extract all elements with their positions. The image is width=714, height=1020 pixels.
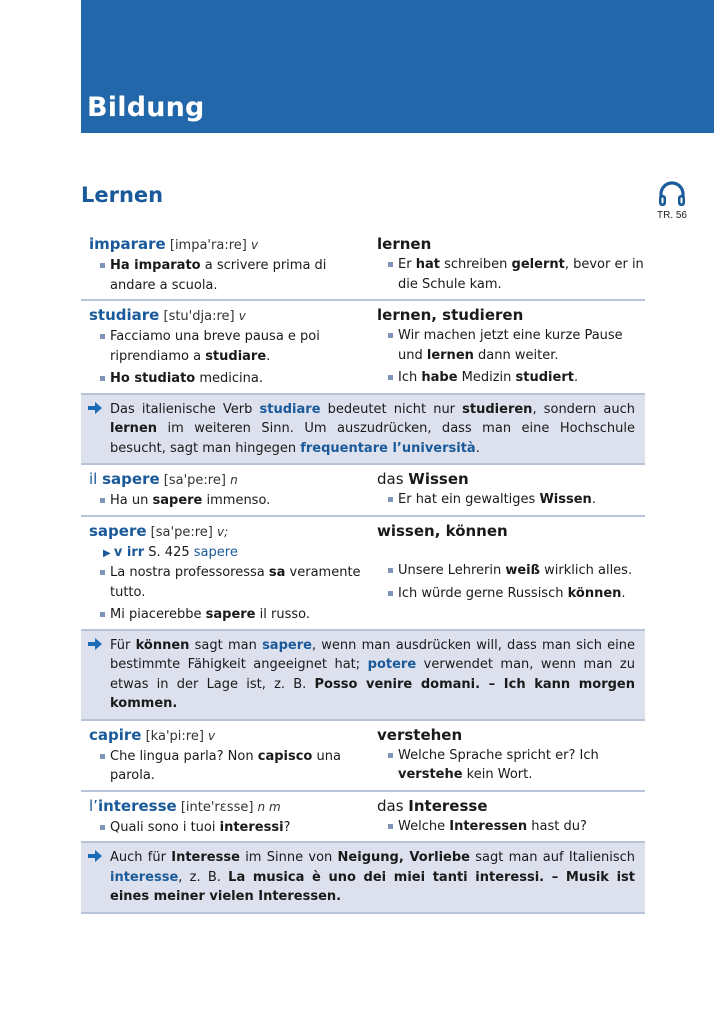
text: il russo. <box>255 607 310 622</box>
grammar-tag: v <box>250 238 259 252</box>
italian-column <box>81 234 368 295</box>
bold-term: interessi <box>219 819 284 835</box>
bold-term: gelernt <box>511 257 565 272</box>
italian-headword <box>89 725 368 747</box>
german-headword <box>377 521 645 542</box>
german-column <box>368 305 645 389</box>
text: sagt man auf Italienisch <box>469 850 635 865</box>
bold-term: Ho studiato <box>110 371 196 386</box>
text: bedeutet nicht nur <box>320 401 463 417</box>
translation: Interesse <box>408 796 488 815</box>
text: Welche Sprache spricht er? Ich <box>398 747 599 763</box>
german-example <box>377 584 645 604</box>
italian-example <box>89 327 368 366</box>
german-headword: das Wissen <box>377 470 469 488</box>
translation: verstehen <box>377 725 463 744</box>
german-column <box>368 469 645 511</box>
text: . <box>475 440 480 456</box>
section-title: Lernen <box>81 183 164 207</box>
text: una parola. <box>110 748 341 783</box>
translation: lernen <box>377 235 432 253</box>
arrow-right-icon <box>88 636 110 714</box>
grammar-tag: v <box>208 728 216 743</box>
bold-term: sa <box>268 565 286 580</box>
bold-term: Neigung, Vorliebe <box>337 850 470 865</box>
headphones-icon <box>657 180 687 208</box>
note-text <box>110 400 635 459</box>
vocabulary-list <box>81 230 645 914</box>
bold-term: verstehe <box>398 767 463 782</box>
headword: sapere <box>89 521 147 540</box>
text: Mi piacerebbe <box>110 607 206 622</box>
grammar-tag: n m <box>257 799 281 814</box>
grammar-tag: v; <box>216 524 229 539</box>
text: schreiben <box>439 257 512 272</box>
vocab-entry <box>81 230 645 301</box>
italian-column <box>81 305 368 389</box>
text: Auch für <box>110 850 172 865</box>
headword: sapere <box>102 470 160 488</box>
bold-term: hat <box>415 257 440 272</box>
bold-term: studieren <box>462 401 533 417</box>
headword: capire <box>89 725 142 744</box>
italian-headword <box>89 521 368 543</box>
text: Er <box>398 257 416 272</box>
italian-column <box>81 796 368 838</box>
italian-term: interesse <box>110 869 179 885</box>
ref-target: sapere <box>193 544 238 560</box>
bold-term: sapere <box>205 607 256 622</box>
arrow-right-icon <box>88 400 110 459</box>
ref-page: S. 425 <box>144 544 194 560</box>
italian-headword <box>89 796 368 818</box>
bold-term: habe <box>421 370 458 385</box>
text: Ich <box>398 370 422 385</box>
vocab-entry <box>81 792 645 844</box>
text: Che lingua parla? Non <box>110 748 258 764</box>
german-column <box>368 234 645 295</box>
text: , wenn man ausdrücken will, dass man sich eine bestimmte Fähigkeit angeeignet hat; <box>110 637 636 672</box>
bold-term: lernen <box>426 347 474 363</box>
german-headword <box>377 234 645 255</box>
bold-term: Posso venire domani. – Ich kann morgen kommen. <box>110 676 635 711</box>
text: hast du? <box>527 818 587 834</box>
text: ? <box>283 819 291 835</box>
headword: interesse <box>97 796 177 815</box>
article: l’ <box>89 796 98 815</box>
bold-term: weiß <box>505 563 540 578</box>
italian-term: potere <box>367 657 417 672</box>
text: Quali sono i tuoi <box>110 819 220 835</box>
chapter-title: Bildung <box>87 92 205 123</box>
italian-column <box>81 521 368 625</box>
text: Das italienische Verb <box>110 401 260 417</box>
text: verwendet man, wenn man zu etwas in der Lage ist, z. B. <box>110 657 635 692</box>
text: wirklich alles. <box>540 563 633 578</box>
italian-example <box>89 747 368 786</box>
text: Welche <box>398 818 450 834</box>
pronunciation: [stu'dja:re] <box>159 309 239 324</box>
translation: Wissen <box>408 470 469 488</box>
text: . <box>573 370 579 385</box>
pronunciation: [sa'pe:re] <box>159 473 231 488</box>
bold-term: Interessen <box>449 818 528 834</box>
vocab-entry <box>81 301 645 395</box>
headword: studiare <box>89 306 160 324</box>
note-text <box>110 848 635 907</box>
triangle-right-icon: ▶ <box>103 547 114 559</box>
translation: wissen, können <box>377 521 508 540</box>
text: . <box>591 492 596 507</box>
bold-term: Interesse <box>171 850 240 865</box>
german-headword <box>377 725 645 746</box>
text: a scrivere prima di andare a scuola. <box>110 258 327 293</box>
cross-reference[interactable] <box>89 543 368 564</box>
text: Ich würde gerne Russisch <box>398 585 568 601</box>
italian-term: frequentare l’università <box>300 440 476 456</box>
italian-example <box>89 256 368 295</box>
article: il <box>89 470 103 488</box>
italian-headword <box>89 305 368 327</box>
italian-term: sapere <box>262 637 312 653</box>
text: . <box>621 585 626 601</box>
arrow-right-icon <box>88 848 110 907</box>
vocab-entry <box>81 517 645 631</box>
pronunciation: [inte'rɛsse] <box>176 799 258 815</box>
spacer <box>377 542 645 562</box>
bold-term: capisco <box>257 748 313 764</box>
text: im weiteren Sinn. Um auszudrücken, dass man eine Hochschule besucht, sagt man hingegen <box>110 421 635 456</box>
text: im Sinne von <box>239 850 338 865</box>
text: Wir machen jetzt eine kurze Pause und <box>398 328 623 363</box>
text: . <box>266 348 271 364</box>
pronunciation: [ka'pi:re] <box>141 728 209 744</box>
usage-note <box>81 631 645 721</box>
german-example <box>377 368 645 388</box>
vocab-entry <box>81 465 645 517</box>
german-column <box>368 725 645 786</box>
german-example <box>377 817 645 837</box>
italian-example <box>89 605 368 625</box>
italian-headword <box>89 234 368 256</box>
text: , bevor er in die Schule kam. <box>398 257 644 292</box>
italian-column <box>81 469 368 511</box>
italian-term: studiare <box>259 401 321 417</box>
vocab-entry <box>81 721 645 792</box>
track-number: TR. 56 <box>656 210 687 221</box>
text: Medizin <box>457 370 516 385</box>
text: kein Wort. <box>462 767 533 782</box>
note-text <box>110 636 635 714</box>
translation: lernen, studieren <box>377 306 524 324</box>
ref-label: v irr <box>113 544 145 560</box>
german-column <box>368 796 645 838</box>
german-example <box>377 255 645 294</box>
text: Für <box>110 637 136 653</box>
text: La nostra professoressa <box>110 565 269 580</box>
text: dann weiter. <box>473 347 559 363</box>
german-headword <box>377 305 645 326</box>
text: Er hat ein gewaltiges <box>398 492 540 507</box>
grammar-tag: n <box>230 473 238 487</box>
german-example <box>377 561 645 581</box>
text: Unsere Lehrerin <box>398 563 506 578</box>
usage-note <box>81 395 645 466</box>
italian-example <box>89 491 368 511</box>
text: immenso. <box>202 493 271 508</box>
text: Facciamo una breve pausa e poi riprendiamo a <box>110 329 320 364</box>
text: , sondern auch <box>532 401 636 417</box>
pronunciation: [sa'pe:re] <box>146 524 217 540</box>
italian-column <box>81 725 368 786</box>
chapter-banner <box>81 0 714 133</box>
audio-track[interactable] <box>652 180 692 221</box>
bold-term: La musica è uno dei miei tanti interessi. – Musik ist eines meiner vielen Interessen. <box>110 869 635 904</box>
italian-example <box>89 563 368 602</box>
bold-term: Ha imparato <box>110 258 201 273</box>
text: medicina. <box>195 371 263 386</box>
text: sagt man <box>189 637 263 653</box>
pronunciation: [impa'ra:re] <box>165 238 251 253</box>
bold-term: studiert <box>515 370 574 385</box>
german-example <box>377 490 645 510</box>
usage-note <box>81 843 645 914</box>
bold-term: studiare <box>205 348 267 364</box>
headword: imparare <box>89 235 166 253</box>
italian-headword <box>89 469 368 491</box>
german-column <box>368 521 645 625</box>
bold-term: können <box>567 585 622 601</box>
bold-term: Wissen <box>539 492 592 507</box>
german-headword: das Interesse <box>377 796 488 815</box>
text: , z. B. <box>178 869 229 885</box>
grammar-tag: v <box>238 309 246 323</box>
bold-term: können <box>135 637 190 653</box>
german-example <box>377 326 645 365</box>
italian-example <box>89 369 368 389</box>
bold-term: lernen <box>110 421 158 436</box>
italian-example <box>89 818 368 838</box>
german-example <box>377 746 645 785</box>
text: veramente tutto. <box>110 565 361 600</box>
bold-term: sapere <box>152 493 203 508</box>
text: Ha un <box>110 493 153 508</box>
